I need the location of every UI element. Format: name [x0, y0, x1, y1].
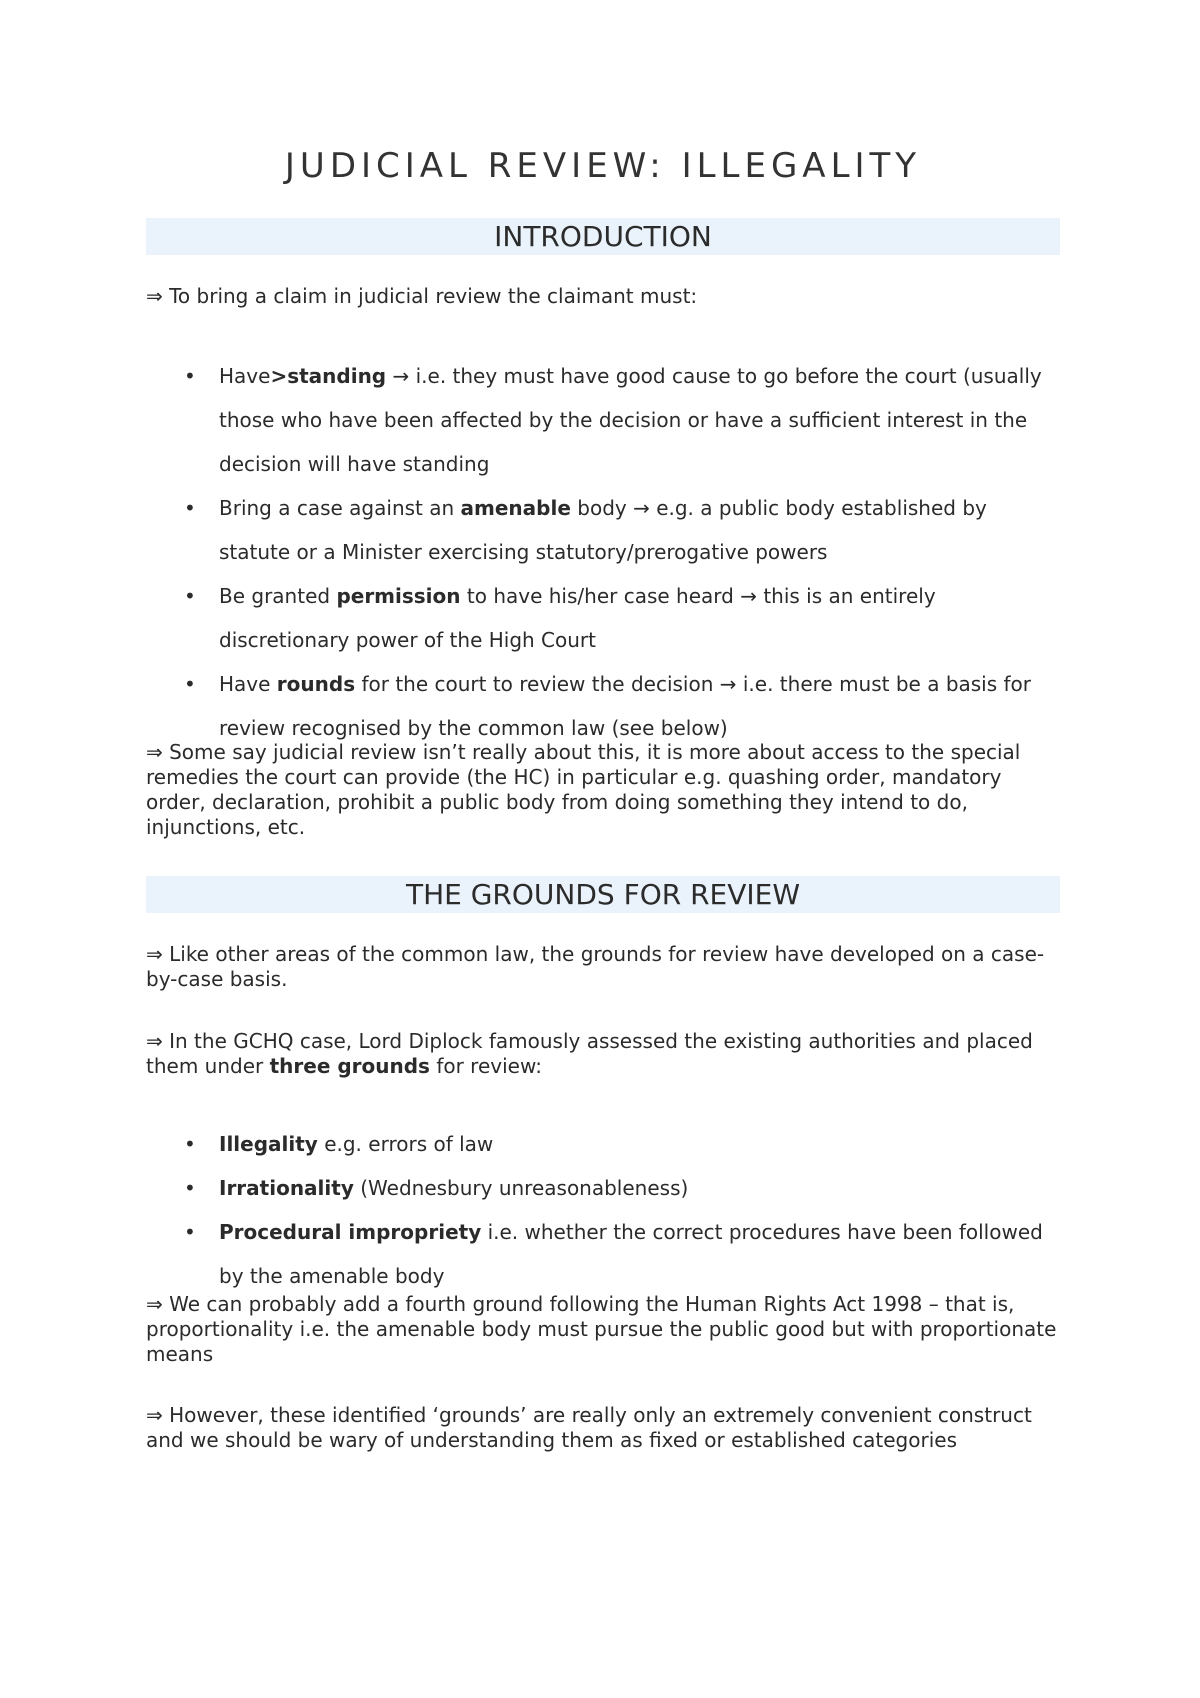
intro-lead-paragraph: ⇒ To bring a claim in judicial review the claimant must: — [146, 284, 698, 308]
bullet-icon: • — [184, 1220, 196, 1244]
grounds-paragraph-case-by-case: ⇒ Like other areas of the common law, the grounds for review have developed on a case-by-case basis. — [146, 942, 1045, 991]
document-title: JUDICIAL REVIEW: ILLEGALITY — [284, 146, 922, 186]
grounds-list — [146, 1122, 1060, 1298]
grounds-paragraph-proportionality: ⇒ We can probably add a fourth ground following the Human Rights Act 1998 – that is, proportionality i.e. the amenable body must pursue the public good but with proportionate means — [146, 1292, 1057, 1366]
bullet-icon: • — [184, 1132, 196, 1156]
intro-requirements-list — [146, 354, 1060, 750]
list-item: • Bring a case against an amenable body → e.g. a public body established by statute or a Minister exercising statutory/prerogative powers — [146, 486, 1060, 574]
grounds-paragraph-gchq: ⇒ In the GCHQ case, Lord Diplock famously assessed the existing authorities and placed them under three grounds for review: — [146, 1029, 1033, 1078]
intro-remedies-note: ⇒ Some say judicial review isn’t really about this, it is more about access to the special remedies the court can provide (the HC) in particular e.g. quashing order, mandatory order, declaration, prohibit a public body from doing something they intend to do, injunctions, etc. — [146, 740, 1021, 839]
bullet-icon: • — [184, 584, 196, 608]
list-item: • Have>standing → i.e. they must have good cause to go before the court (usually those who have been affected by the decision or have a sufficient interest in the decision will have standing — [146, 354, 1060, 486]
list-item: • Illegality e.g. errors of law — [146, 1122, 1060, 1166]
list-item: • Be granted permission to have his/her case heard → this is an entirely discretionary power of the High Court — [146, 574, 1060, 662]
section-heading-introduction: INTRODUCTION — [146, 218, 1060, 255]
section-heading-grounds: THE GROUNDS FOR REVIEW — [146, 876, 1060, 913]
grounds-paragraph-construct: ⇒ However, these identified ‘grounds’ are really only an extremely convenient construct and we should be wary of understanding them as fixed or established categories — [146, 1403, 1032, 1452]
bullet-icon: • — [184, 1176, 196, 1200]
list-item: • Have rounds for the court to review the decision → i.e. there must be a basis for review recognised by the common law (see below) — [146, 662, 1060, 750]
bullet-icon: • — [184, 364, 196, 388]
list-item: • Irrationality (Wednesbury unreasonableness) — [146, 1166, 1060, 1210]
bullet-icon: • — [184, 672, 196, 696]
list-item: • Procedural impropriety i.e. whether the correct procedures have been followed by the amenable body — [146, 1210, 1060, 1298]
bullet-icon: • — [184, 496, 196, 520]
